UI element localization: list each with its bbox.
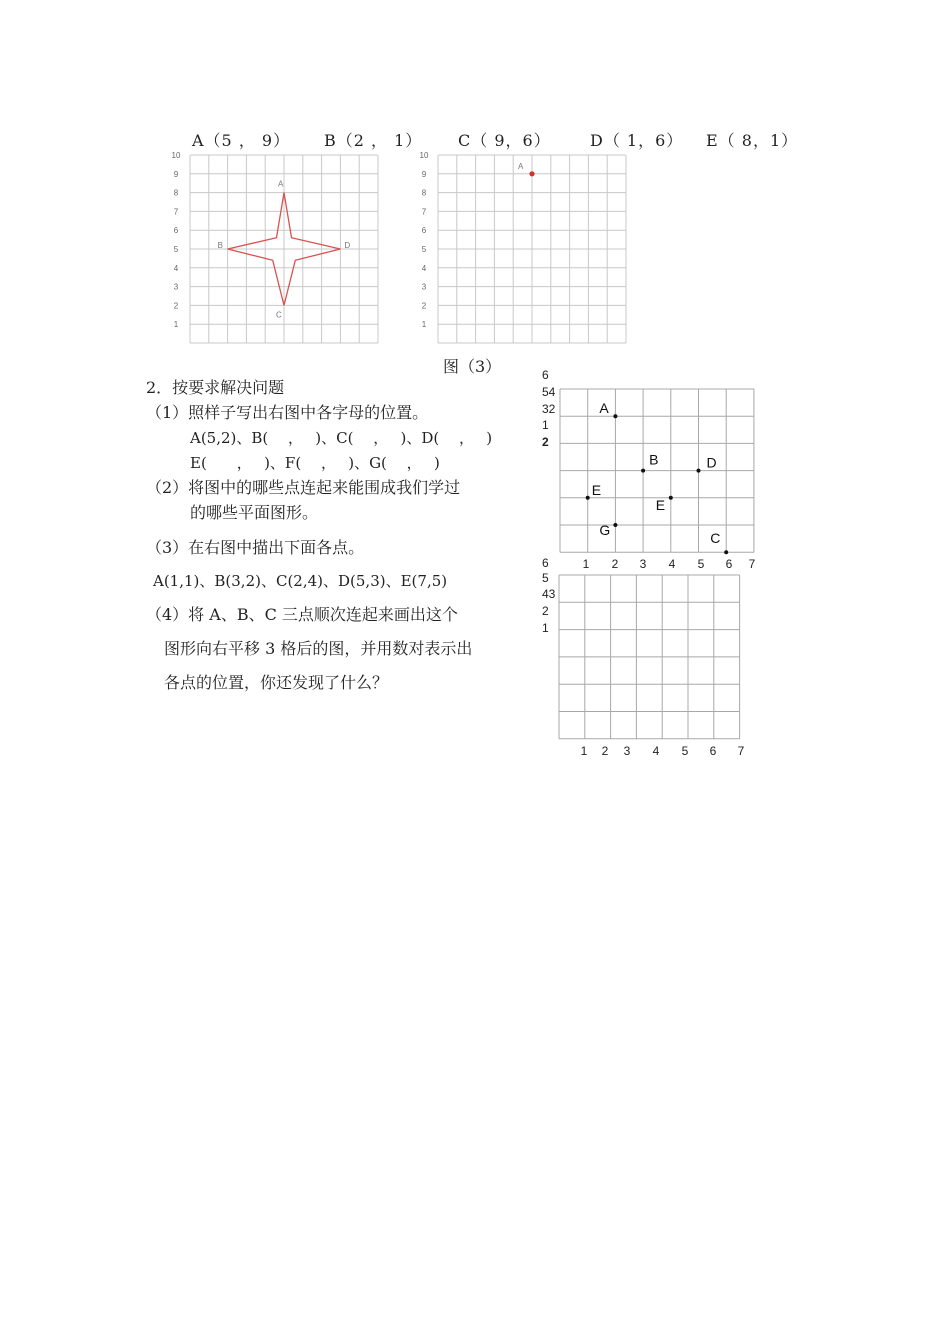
point-label: G — [599, 522, 611, 538]
y-tick-label: 2 — [421, 301, 427, 311]
y-axis-label: 1 — [542, 621, 549, 635]
right-grid-blank — [535, 556, 765, 761]
question-1-line2: E( ， )、F( ， )、G( ， ) — [190, 454, 440, 472]
point-marker — [724, 550, 728, 554]
point-marker — [613, 523, 617, 527]
question-4-line1: （4）将 A、B、C 三点顺次连起来画出这个 — [146, 605, 458, 624]
y-tick-label: 8 — [173, 188, 179, 198]
point-marker — [669, 496, 673, 500]
y-tick-label: 5 — [173, 245, 179, 254]
y-axis-label: 2 — [542, 435, 549, 449]
y-tick-label: 9 — [173, 169, 179, 179]
coord-b: B（2 ， 1） — [324, 131, 423, 150]
point-label: D — [706, 454, 717, 471]
y-tick-label: 4 — [421, 263, 427, 273]
y-axis-label: 6 — [542, 556, 549, 570]
x-axis-label: 5 — [697, 557, 705, 572]
y-tick-label: 1 — [173, 320, 179, 330]
point-label: C — [710, 530, 721, 547]
question-1: （1）照样子写出右图中各字母的位置。 — [146, 403, 429, 422]
x-axis-label: 7 — [748, 557, 756, 572]
point-marker — [613, 414, 617, 418]
point-marker — [697, 469, 701, 473]
y-axis-label: 2 — [542, 604, 549, 618]
point-label: E — [591, 481, 602, 498]
y-tick-label: 10 — [419, 151, 429, 160]
x-axis-label: 1 — [582, 557, 590, 572]
point-label: A — [599, 400, 609, 417]
y-tick-label: 4 — [173, 263, 179, 273]
point-a-marker — [529, 171, 534, 176]
x-axis-label: 2 — [601, 743, 609, 758]
y-tick-label: 8 — [421, 188, 427, 198]
y-axis-label: 43 — [542, 587, 556, 601]
y-axis-label: 5 — [542, 571, 549, 585]
question-1-line1: A(5,2)、B( ， )、C( ， )、D( ， ) — [190, 429, 493, 447]
question-4-line2: 图形向右平移 3 格后的图，并用数对表示出 — [164, 639, 473, 658]
practice-grid — [408, 145, 638, 345]
y-tick-label: 5 — [421, 245, 427, 254]
x-axis-label: 4 — [668, 557, 676, 572]
example-star-grid — [160, 145, 390, 345]
point-label: E — [655, 496, 666, 513]
point-marker — [641, 469, 645, 473]
point-marker — [586, 496, 590, 500]
x-axis-label: 3 — [639, 557, 647, 572]
x-axis-label: 7 — [737, 743, 745, 758]
y-tick-label: 10 — [171, 151, 181, 160]
y-axis-label: 54 — [542, 385, 556, 399]
x-axis-label: 6 — [725, 557, 733, 572]
y-tick-label: 3 — [421, 282, 427, 292]
coord-a: A（5 ， 9） — [192, 131, 291, 150]
section-title: 2．按要求解决问题 — [146, 378, 285, 397]
question-3: （3）在右图中描出下面各点。 — [146, 538, 365, 557]
question-2-line2: 的哪些平面图形。 — [190, 503, 319, 522]
x-axis-label: 4 — [652, 743, 660, 758]
question-3-points: A(1,1)、B(3,2)、C(2,4)、D(5,3)、E(7,5) — [153, 572, 448, 590]
x-axis-label: 6 — [709, 743, 717, 758]
y-axis-label: 1 — [542, 418, 549, 432]
y-tick-label: 1 — [421, 320, 427, 330]
point-a-label: A — [518, 161, 524, 171]
star-point-label: D — [344, 241, 351, 250]
star-point-label: B — [217, 241, 223, 250]
y-tick-label: 6 — [173, 226, 179, 236]
x-axis-label: 3 — [623, 743, 631, 758]
point-label: B — [649, 451, 659, 468]
y-tick-label: 6 — [421, 226, 427, 236]
star-point-label: C — [276, 310, 282, 320]
star-point-label: A — [278, 179, 284, 189]
y-tick-label: 7 — [421, 207, 427, 217]
y-axis-label: 6 — [542, 368, 549, 382]
coord-e: E（ 8，1） — [706, 131, 799, 150]
right-grid-labeled — [535, 368, 765, 573]
x-axis-label: 5 — [681, 743, 689, 758]
figure-caption: 图（3） — [443, 357, 502, 376]
question-4-line3: 各点的位置，你还发现了什么？ — [164, 673, 389, 692]
x-axis-label: 1 — [580, 743, 588, 758]
coord-c: C（ 9，6） — [458, 131, 551, 150]
y-tick-label: 3 — [173, 282, 179, 292]
y-axis-label: 32 — [542, 402, 556, 416]
x-axis-label: 2 — [611, 557, 619, 572]
y-tick-label: 2 — [173, 301, 179, 311]
question-2-line1: （2）将图中的哪些点连起来能围成我们学过 — [146, 478, 461, 497]
coord-d: D（ 1，6） — [590, 131, 684, 150]
y-tick-label: 9 — [421, 169, 427, 179]
y-tick-label: 7 — [173, 207, 179, 217]
